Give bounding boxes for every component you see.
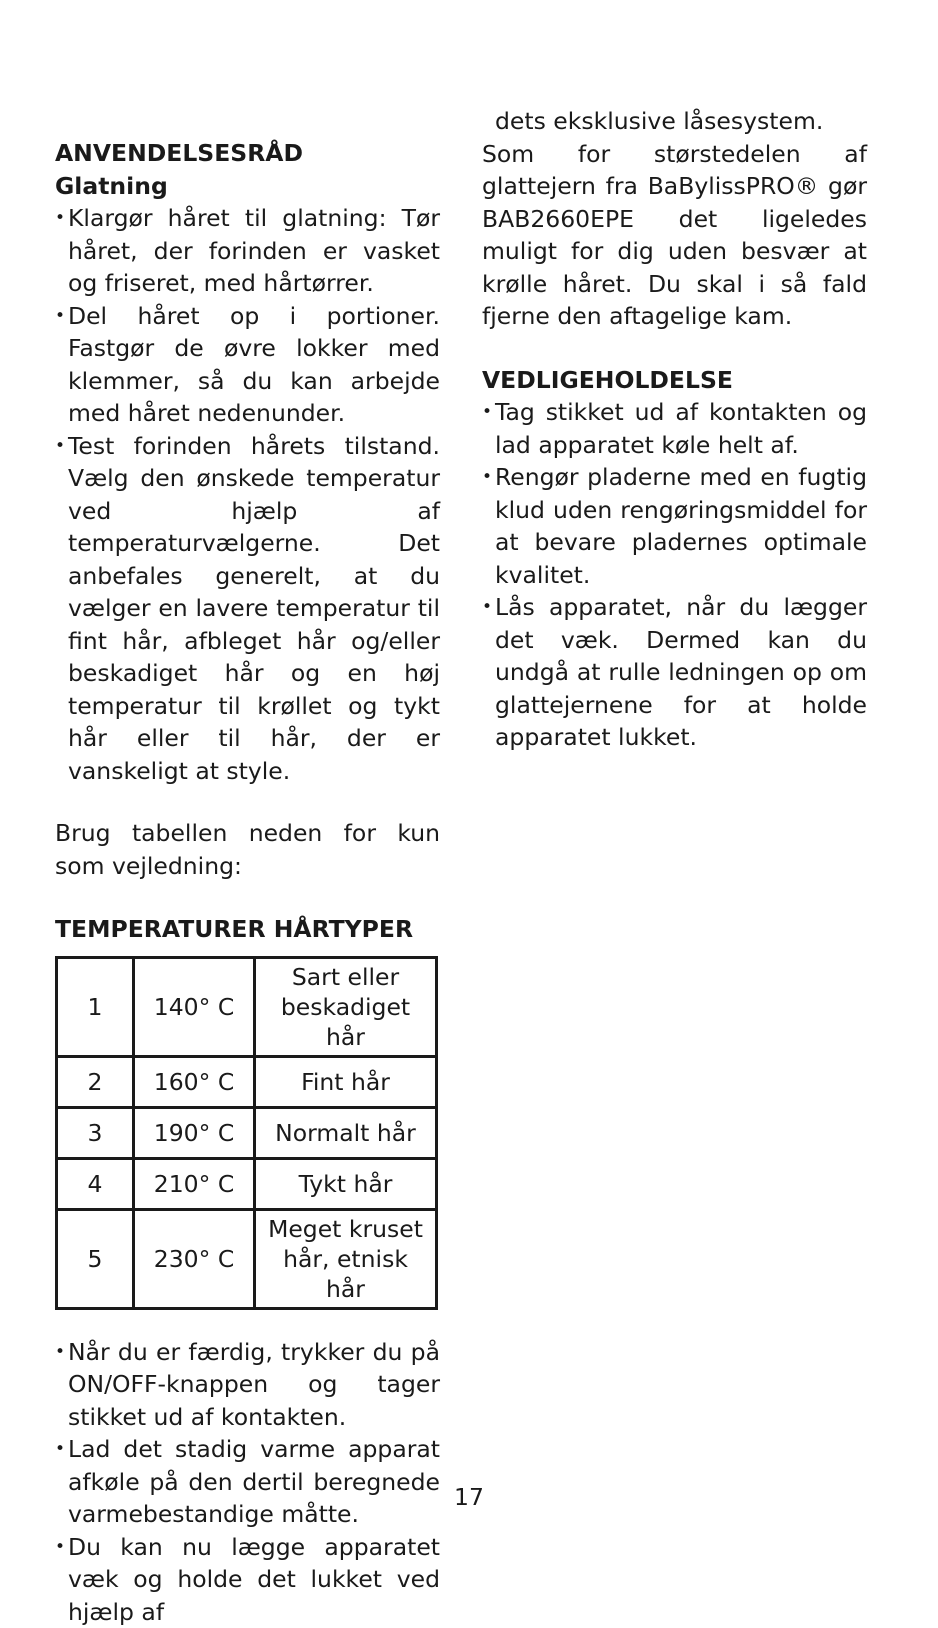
finish-bullet-list	[55, 1336, 440, 1628]
table-cell-level: 4	[57, 1158, 134, 1209]
table-cell-hair-type: Meget kruset hår, etnisk hår	[255, 1209, 437, 1308]
usage-bullet-list	[55, 202, 440, 787]
list-item: • Klargør håret til glatning: Tør håret, der forinden er vasket og friseret, med hårtørrer.	[55, 202, 440, 300]
left-column	[55, 137, 440, 1628]
continuation-line: dets eksklusive låsesystem.	[482, 105, 867, 138]
list-item: • Du kan nu lægge apparatet væk og holde det lukket ved hjælp af	[55, 1531, 440, 1628]
table-title: TEMPERATURER HÅRTYPER	[55, 913, 440, 946]
list-item: • Del håret op i portioner. Fastgør de øvre lokker med klemmer, så du kan arbejde med håret nedenunder.	[55, 300, 440, 430]
table-cell-level: 1	[57, 957, 134, 1056]
table-cell-temp: 140° C	[134, 957, 255, 1056]
list-item: • Test forinden hårets tilstand. Vælg den ønskede temperatur ved hjælp af temperaturvælgerne. Det anbefales generelt, at du vælger en lavere temperatur til fint hår, afbleget hår og/eller beskadiget hår og en høj temperatur til krøllet og tykt hår eller til hår, der er vanskeligt at style.	[55, 430, 440, 788]
curling-paragraph: Som for størstedelen af glattejern fra BaBylissPRO® gør BAB2660EPE det ligeledes muligt for dig uden besvær at krølle håret. Du skal i så fald fjerne den aftagelige kam.	[482, 138, 867, 333]
table-row	[57, 1209, 437, 1308]
list-item: • Når du er færdig, trykker du på ON/OFF-knappen og tager stikket ud af kontakten.	[55, 1336, 440, 1434]
table-row	[57, 1107, 437, 1158]
temperature-table	[55, 956, 438, 1310]
guide-paragraph: Brug tabellen neden for kun som vejledning:	[55, 817, 440, 882]
table-cell-hair-type: Normalt hår	[255, 1107, 437, 1158]
table-cell-level: 2	[57, 1056, 134, 1107]
table-row	[57, 1056, 437, 1107]
table-cell-temp: 230° C	[134, 1209, 255, 1308]
table-cell-temp: 160° C	[134, 1056, 255, 1107]
section-heading-maintenance: VEDLIGEHOLDELSE	[482, 364, 867, 397]
list-item: • Lad det stadig varme apparat afkøle på den dertil beregnede varmebestandige måtte.	[55, 1433, 440, 1531]
section-heading-usage: ANVENDELSESRÅD	[55, 137, 440, 170]
table-cell-hair-type: Sart eller beskadiget hår	[255, 957, 437, 1056]
subheading-straightening: Glatning	[55, 170, 440, 203]
list-item: • Lås apparatet, når du lægger det væk. Dermed kan du undgå at rulle ledningen op om glattejernene for at holde apparatet lukket.	[482, 591, 867, 754]
list-item: • Tag stikket ud af kontakten og lad apparatet køle helt af.	[482, 396, 867, 461]
maintenance-bullet-list	[482, 396, 867, 754]
table-cell-hair-type: Fint hår	[255, 1056, 437, 1107]
right-column	[482, 105, 867, 754]
page-number: 17	[0, 1483, 938, 1511]
table-row	[57, 1158, 437, 1209]
table-cell-temp: 190° C	[134, 1107, 255, 1158]
table-cell-level: 3	[57, 1107, 134, 1158]
table-cell-temp: 210° C	[134, 1158, 255, 1209]
table-row	[57, 957, 437, 1056]
table-cell-hair-type: Tykt hår	[255, 1158, 437, 1209]
list-item: • Rengør pladerne med en fugtig klud uden rengøringsmiddel for at bevare pladernes optimale kvalitet.	[482, 461, 867, 591]
table-cell-level: 5	[57, 1209, 134, 1308]
